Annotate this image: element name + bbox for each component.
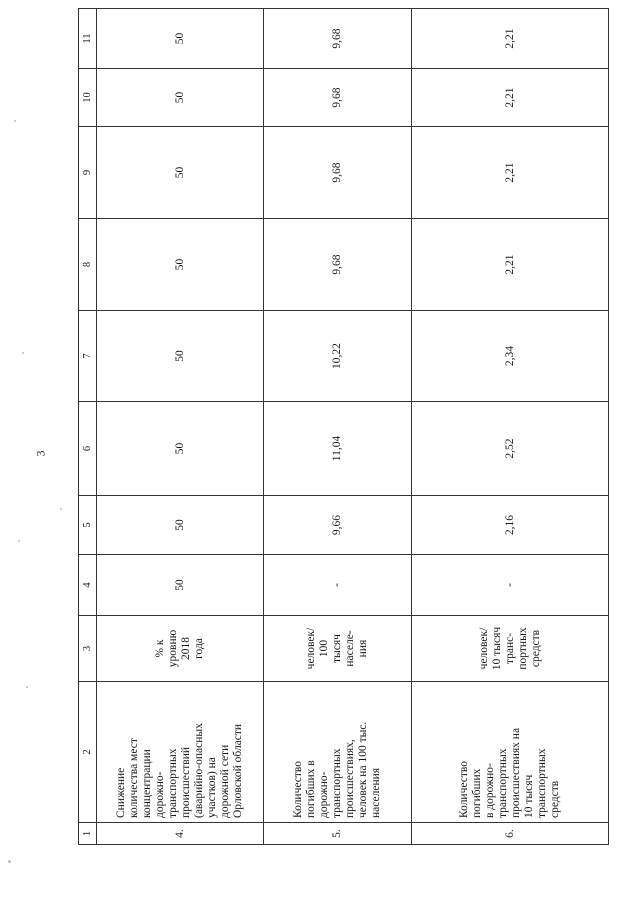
scan-speck (14, 120, 16, 122)
header-cell: 10 (79, 69, 97, 127)
value-cell: 50 (97, 219, 264, 311)
value-cell: 50 (97, 496, 264, 555)
header-cell: 2 (79, 682, 97, 823)
scan-speck (22, 352, 24, 354)
header-cell: 1 (79, 823, 97, 845)
value-cell: 50 (97, 555, 264, 616)
value-cell: 9,68 (264, 127, 412, 219)
header-cell: 4 (79, 555, 97, 616)
header-cell: 5 (79, 496, 97, 555)
table-row (412, 9, 609, 845)
value-cell: 2,21 (412, 127, 609, 219)
header-cell: 7 (79, 311, 97, 402)
indicators-table (78, 8, 609, 845)
row-number: 6. (412, 823, 609, 845)
table-row (264, 9, 412, 845)
value-cell: - (412, 555, 609, 616)
rotated-table-wrapper (78, 9, 607, 845)
value-cell: 2,21 (412, 69, 609, 127)
unit-of-measure: человек/ 10 тысяч транс- портных средств (412, 616, 609, 682)
indicator-name: Количество погибших в дорожно- транспортных происшествиях на 10 тысяч транспортных средств (412, 682, 609, 823)
value-cell: 2,16 (412, 496, 609, 555)
unit-of-measure: человек/ 100 тысяч населе- ния (264, 616, 412, 682)
value-cell: 2,21 (412, 9, 609, 69)
table-row (97, 9, 264, 845)
value-cell: 50 (97, 311, 264, 402)
header-cell: 3 (79, 616, 97, 682)
row-number: 5. (264, 823, 412, 845)
value-cell: 2,34 (412, 311, 609, 402)
value-cell: 2,21 (412, 219, 609, 311)
header-cell: 8 (79, 219, 97, 311)
scan-speck (26, 686, 28, 688)
header-cell: 6 (79, 402, 97, 496)
value-cell: 2,52 (412, 402, 609, 496)
row-number: 4. (97, 823, 264, 845)
header-cell: 11 (79, 9, 97, 69)
value-cell: 9,66 (264, 496, 412, 555)
value-cell: 50 (97, 402, 264, 496)
scan-speck (60, 508, 62, 510)
unit-of-measure: % к уровню 2018 года (97, 616, 264, 682)
value-cell: 9,68 (264, 69, 412, 127)
value-cell: 10,22 (264, 311, 412, 402)
value-cell: 50 (97, 69, 264, 127)
header-cell: 9 (79, 127, 97, 219)
value-cell: 9,68 (264, 219, 412, 311)
table-header-row (79, 9, 97, 845)
indicator-name: Количество погибших в дорожно- транспортных происшествиях, человек на 100 тыс. населения (264, 682, 412, 823)
scan-speck (18, 540, 20, 542)
value-cell: 50 (97, 127, 264, 219)
value-cell: - (264, 555, 412, 616)
value-cell: 50 (97, 9, 264, 69)
indicator-name: Снижение количества мест концентрации дорожно- транспортных происшествий (аварийно-опасных участков) на дорожной сети Орловской области (97, 682, 264, 823)
value-cell: 9,68 (264, 9, 412, 69)
scan-speck (8, 860, 11, 863)
page-number: 3 (33, 450, 48, 457)
value-cell: 11,04 (264, 402, 412, 496)
